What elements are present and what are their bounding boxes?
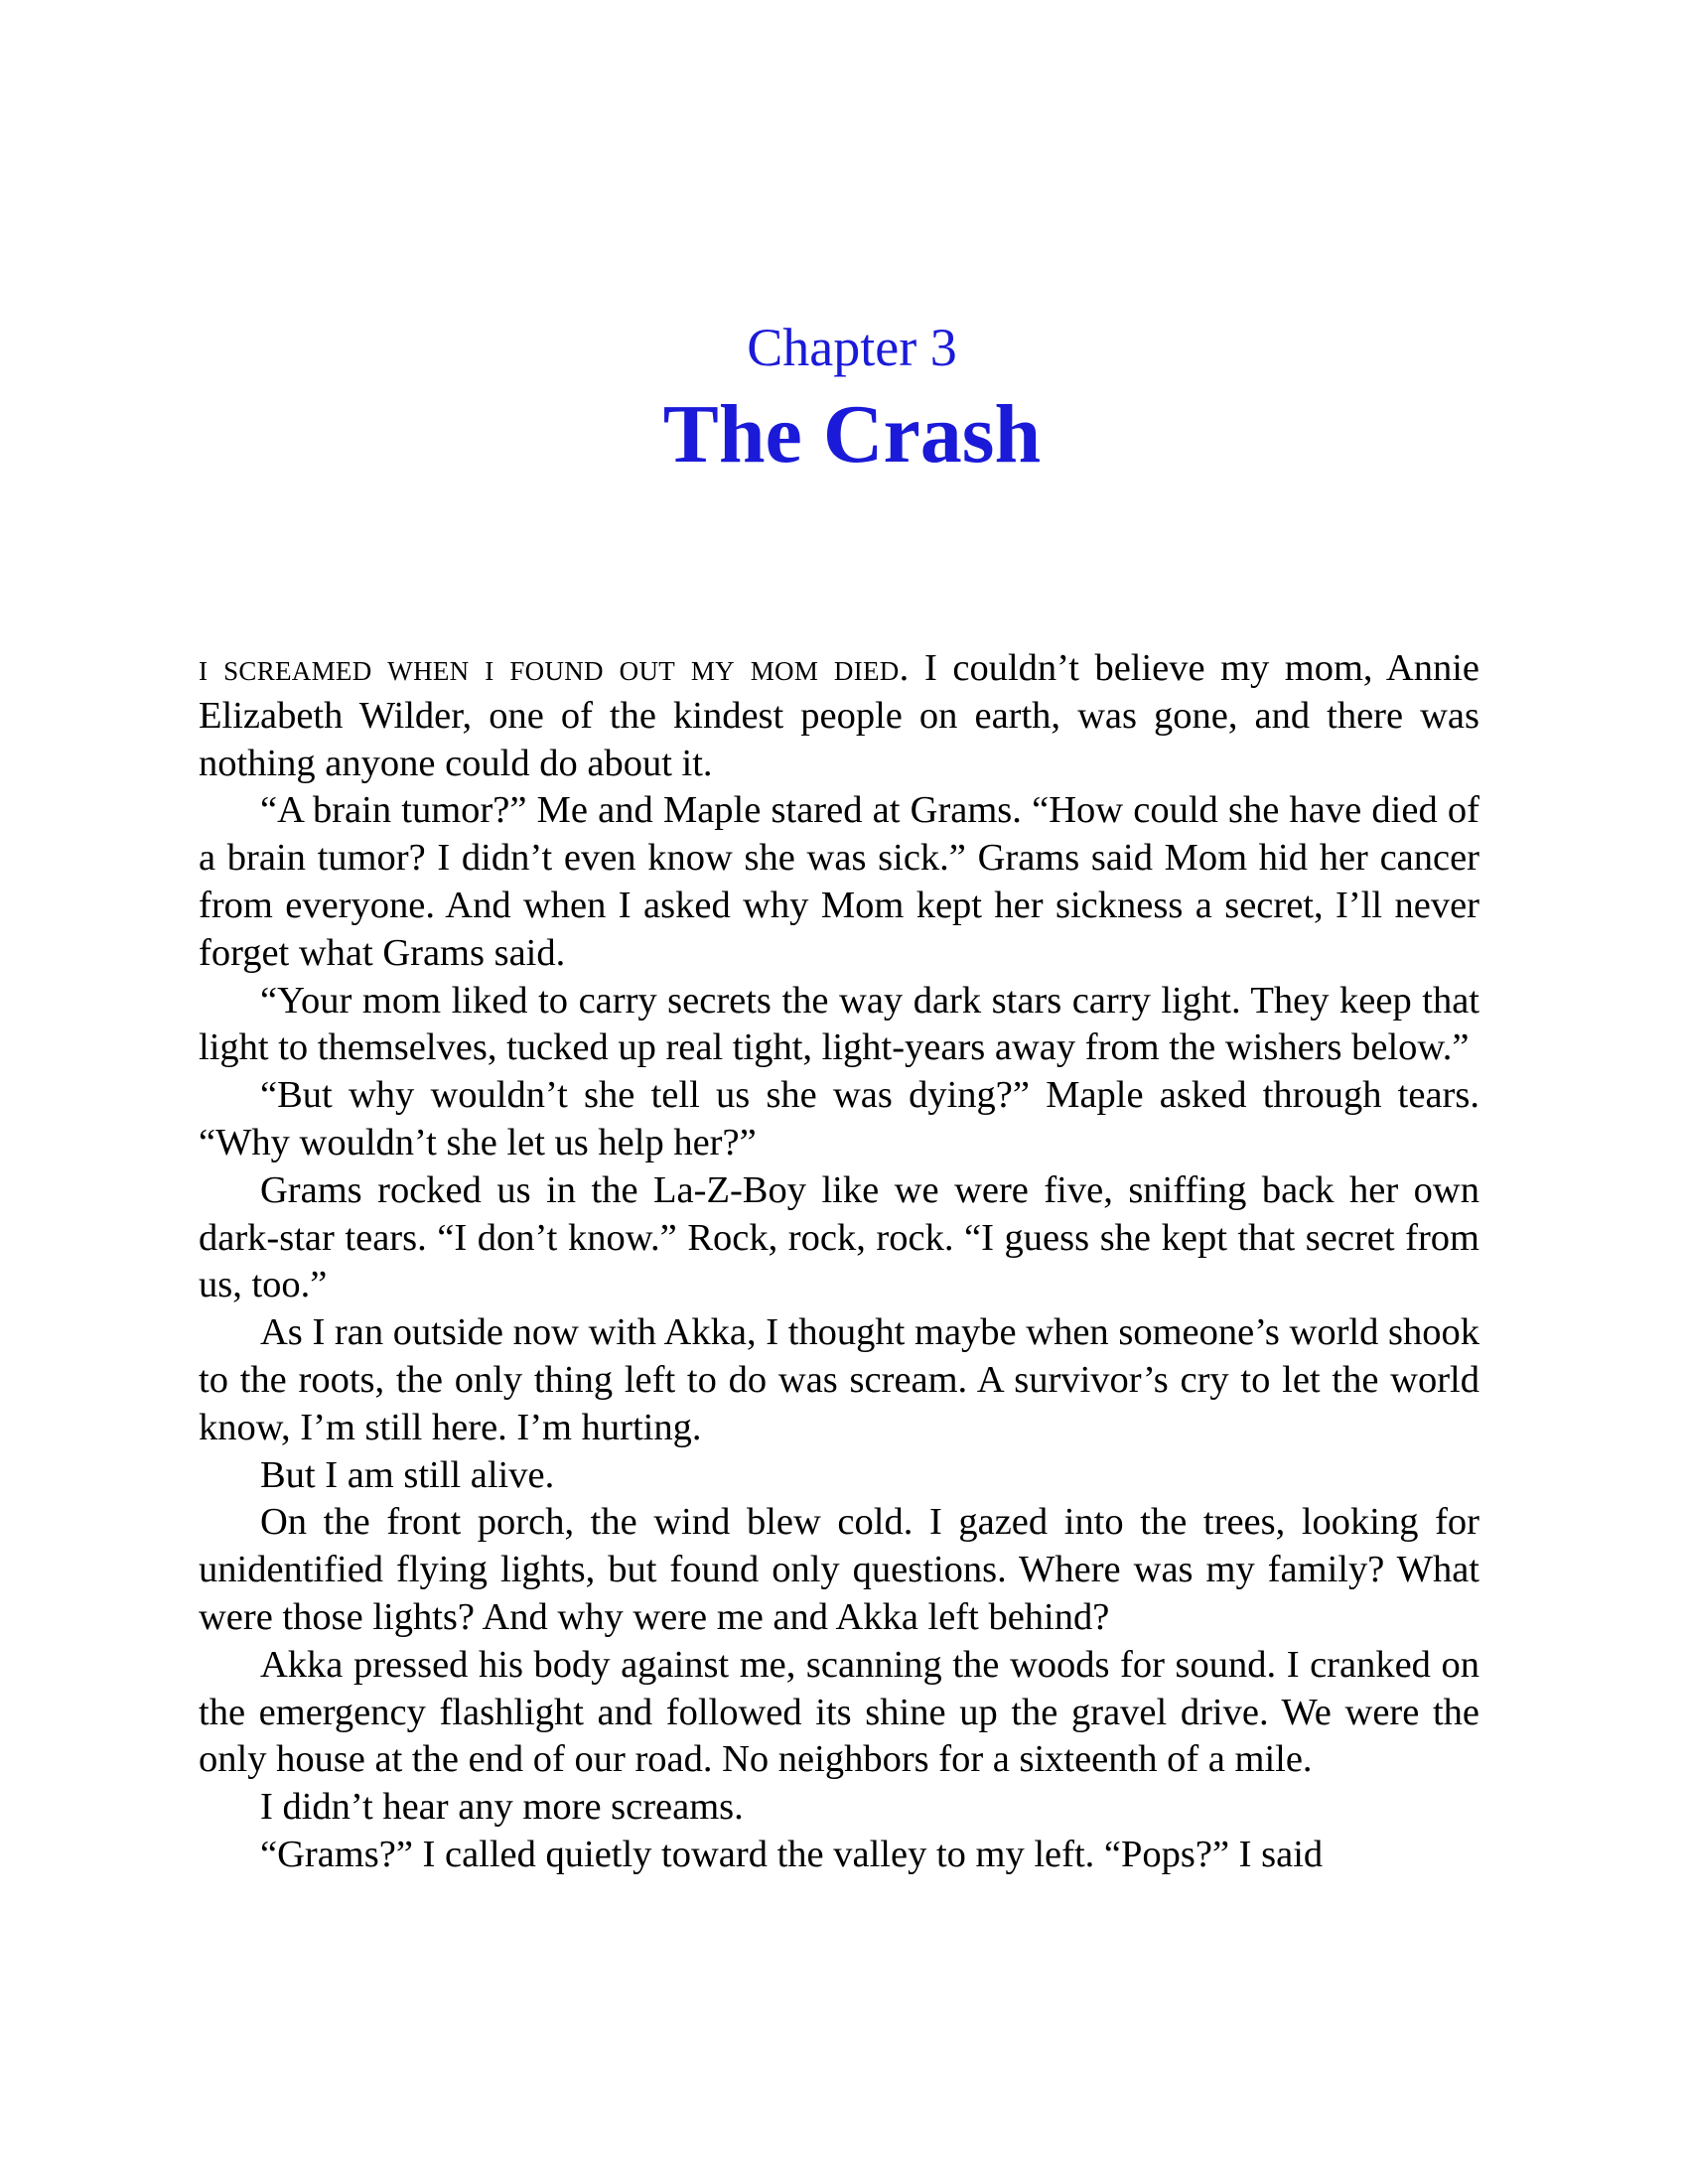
chapter-body xyxy=(199,645,1479,1879)
chapter-title: The Crash xyxy=(662,388,1042,480)
paragraph: On the front porch, the wind blew cold. I gazed into the trees, looking for unidentified flying lights, but found only questions. Where was my family? What were those lights? And why were me and Akka left behind? xyxy=(199,1501,1479,1638)
chapter-number: Chapter 3 xyxy=(747,318,957,377)
paragraph: “Grams?” I called quietly toward the valley to my left. “Pops?” I said xyxy=(260,1833,1324,1875)
paragraph: “But why wouldn’t she tell us she was dying?” Maple asked through tears. “Why wouldn’t she let us help her?” xyxy=(199,1074,1479,1163)
paragraph: Grams rocked us in the La-Z-Boy like we were five, sniffing back her own dark-star tears. “I don’t know.” Rock, rock, rock. “I guess she kept that secret from us, too.” xyxy=(199,1168,1479,1306)
paragraph: “Your mom liked to carry secrets the way dark stars carry light. They keep that light to themselves, tucked up real tight, light-years away from the wishers below.” xyxy=(199,979,1479,1069)
paragraph: As I ran outside now with Akka, I thought maybe when someone’s world shook to the roots, the only thing left to do was scream. A survivor’s cry to let the world know, I’m still here. I’m hurting. xyxy=(199,1311,1479,1448)
paragraph xyxy=(199,645,1479,787)
paragraph-text: I couldn’t believe my mom, Annie Elizabeth Wilder, one of the kindest people on earth, was gone, and there was nothing anyone could do about it. xyxy=(199,647,1480,784)
paragraph: “A brain tumor?” Me and Maple stared at Grams. “How could she have died of a brain tumor? I didn’t even know she was sick.” Grams said Mom hid her cancer from everyone. And when I asked why Mom kept her sickness a secret, I’ll never forget what Grams said. xyxy=(199,789,1479,974)
paragraph: But I am still alive. xyxy=(260,1453,555,1496)
paragraph: I didn’t hear any more screams. xyxy=(260,1786,744,1829)
opening-small-caps: i screamed when i found out my mom died. xyxy=(199,647,910,689)
paragraph: Akka pressed his body against me, scanning the woods for sound. I cranked on the emergency flashlight and followed its shine up the gravel drive. We were the only house at the end of our road. No neighbors for a sixteenth of a mile. xyxy=(199,1643,1479,1781)
